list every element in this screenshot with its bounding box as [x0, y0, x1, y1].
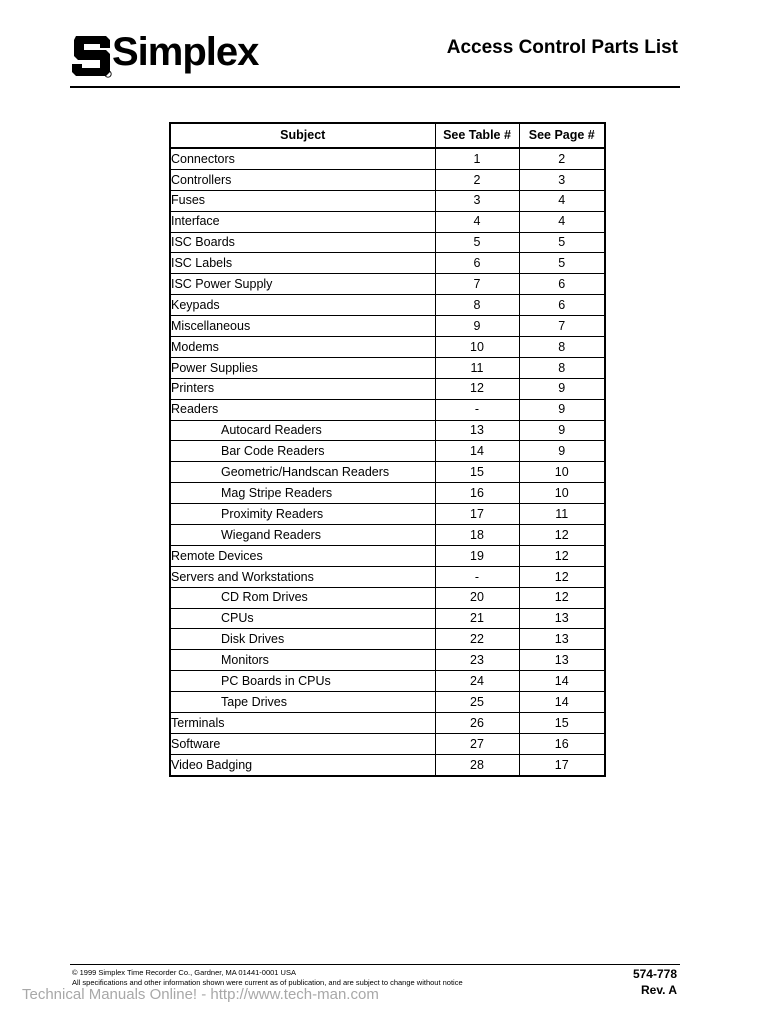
row-page-number: 11 [519, 504, 605, 525]
row-table-number: 3 [435, 190, 519, 211]
row-page-number: 15 [519, 713, 605, 734]
table-row [170, 566, 605, 587]
document-title: Access Control Parts List [446, 37, 678, 58]
row-page-number: 14 [519, 692, 605, 713]
row-page-number: 6 [519, 295, 605, 316]
footer-doc-info [633, 966, 677, 998]
table-row [170, 316, 605, 337]
row-page-number: 6 [519, 274, 605, 295]
row-page-number: 2 [519, 148, 605, 169]
row-table-number: 28 [435, 754, 519, 775]
table-row [170, 483, 605, 504]
row-subject: Keypads [170, 295, 435, 316]
row-subject: CD Rom Drives [170, 587, 435, 608]
row-table-number: 17 [435, 504, 519, 525]
row-subject: Mag Stripe Readers [170, 483, 435, 504]
row-subject: Proximity Readers [170, 504, 435, 525]
row-subject: ISC Labels [170, 253, 435, 274]
table-row [170, 148, 605, 169]
watermark: Technical Manuals Online! - http://www.tech-man.com [22, 986, 379, 1003]
row-subject: CPUs [170, 608, 435, 629]
table-row [170, 587, 605, 608]
row-page-number: 13 [519, 629, 605, 650]
table-row [170, 754, 605, 775]
row-page-number: 16 [519, 733, 605, 754]
row-subject: Power Supplies [170, 357, 435, 378]
row-page-number: 8 [519, 337, 605, 358]
table-row [170, 378, 605, 399]
footer-copyright-block [72, 968, 463, 988]
column-header-see-page: See Page # [519, 123, 605, 148]
row-table-number: 7 [435, 274, 519, 295]
doc-number: 574-778 [632, 967, 677, 981]
row-page-number: 5 [519, 253, 605, 274]
brand-name: Simplex [112, 30, 259, 74]
row-page-number: 12 [519, 566, 605, 587]
row-page-number: 9 [519, 378, 605, 399]
row-subject: Readers [170, 399, 435, 420]
row-subject: Autocard Readers [170, 420, 435, 441]
row-subject: Remote Devices [170, 545, 435, 566]
row-subject: Video Badging [170, 754, 435, 775]
row-page-number: 4 [519, 211, 605, 232]
row-subject: ISC Boards [170, 232, 435, 253]
row-table-number: 2 [435, 169, 519, 190]
row-table-number: 9 [435, 316, 519, 337]
simplex-logo [72, 26, 258, 78]
table-row [170, 169, 605, 190]
row-subject: Software [170, 733, 435, 754]
row-subject: Tape Drives [170, 692, 435, 713]
row-table-number: 12 [435, 378, 519, 399]
row-table-number: 22 [435, 629, 519, 650]
row-subject: Disk Drives [170, 629, 435, 650]
row-subject: Modems [170, 337, 435, 358]
row-page-number: 14 [519, 671, 605, 692]
row-page-number: 12 [519, 587, 605, 608]
table-row [170, 232, 605, 253]
table-row [170, 253, 605, 274]
row-table-number: 21 [435, 608, 519, 629]
table-row [170, 525, 605, 546]
table-row [170, 629, 605, 650]
table-header-row [170, 123, 605, 148]
row-subject: Printers [170, 378, 435, 399]
column-header-subject: Subject [170, 123, 435, 148]
row-subject: Monitors [170, 650, 435, 671]
row-table-number: 18 [435, 525, 519, 546]
row-page-number: 5 [519, 232, 605, 253]
table-row [170, 295, 605, 316]
row-table-number: 6 [435, 253, 519, 274]
row-page-number: 8 [519, 357, 605, 378]
row-table-number: 25 [435, 692, 519, 713]
row-page-number: 10 [519, 483, 605, 504]
row-page-number: 12 [519, 525, 605, 546]
row-table-number: 11 [435, 357, 519, 378]
header-divider [70, 86, 680, 88]
row-page-number: 9 [519, 441, 605, 462]
notice-line: All specifications and other information shown were current as of publication, and are subject to change without notice [72, 978, 463, 987]
row-table-number: 26 [435, 713, 519, 734]
row-table-number: - [435, 566, 519, 587]
row-page-number: 9 [519, 399, 605, 420]
row-table-number: 14 [435, 441, 519, 462]
row-page-number: 12 [519, 545, 605, 566]
row-subject: Controllers [170, 169, 435, 190]
row-subject: PC Boards in CPUs [170, 671, 435, 692]
revision: Rev. A [640, 983, 677, 997]
row-table-number: 13 [435, 420, 519, 441]
row-subject: Geometric/Handscan Readers [170, 462, 435, 483]
table-row [170, 399, 605, 420]
table-row [170, 733, 605, 754]
row-page-number: 17 [519, 754, 605, 775]
row-subject: Bar Code Readers [170, 441, 435, 462]
row-table-number: 15 [435, 462, 519, 483]
table-row [170, 713, 605, 734]
row-page-number: 9 [519, 420, 605, 441]
table-row [170, 650, 605, 671]
table-row [170, 274, 605, 295]
simplex-s-mark-icon [72, 34, 112, 78]
row-table-number: 24 [435, 671, 519, 692]
row-page-number: 13 [519, 608, 605, 629]
row-page-number: 3 [519, 169, 605, 190]
table-row [170, 441, 605, 462]
row-table-number: 23 [435, 650, 519, 671]
row-table-number: 19 [435, 545, 519, 566]
row-subject: Fuses [170, 190, 435, 211]
table-row [170, 671, 605, 692]
row-table-number: 27 [435, 733, 519, 754]
row-page-number: 13 [519, 650, 605, 671]
footer-divider [70, 964, 680, 965]
row-table-number: 20 [435, 587, 519, 608]
row-table-number: 5 [435, 232, 519, 253]
parts-index-table [169, 122, 606, 777]
row-subject: ISC Power Supply [170, 274, 435, 295]
row-subject: Interface [170, 211, 435, 232]
row-page-number: 10 [519, 462, 605, 483]
row-table-number: 4 [435, 211, 519, 232]
row-page-number: 7 [519, 316, 605, 337]
row-subject: Servers and Workstations [170, 566, 435, 587]
row-table-number: 16 [435, 483, 519, 504]
table-row [170, 337, 605, 358]
row-subject: Connectors [170, 148, 435, 169]
table-row [170, 504, 605, 525]
table-row [170, 462, 605, 483]
table-row [170, 190, 605, 211]
table-row [170, 692, 605, 713]
row-table-number: 8 [435, 295, 519, 316]
table-row [170, 357, 605, 378]
row-subject: Terminals [170, 713, 435, 734]
row-page-number: 4 [519, 190, 605, 211]
table-row [170, 608, 605, 629]
table-row [170, 211, 605, 232]
column-header-see-table: See Table # [435, 123, 519, 148]
table-row [170, 545, 605, 566]
row-subject: Miscellaneous [170, 316, 435, 337]
row-table-number: - [435, 399, 519, 420]
row-table-number: 10 [435, 337, 519, 358]
table-row [170, 420, 605, 441]
copyright-line: © 1999 Simplex Time Recorder Co., Gardner, MA 01441-0001 USA [72, 968, 296, 977]
row-table-number: 1 [435, 148, 519, 169]
row-subject: Wiegand Readers [170, 525, 435, 546]
